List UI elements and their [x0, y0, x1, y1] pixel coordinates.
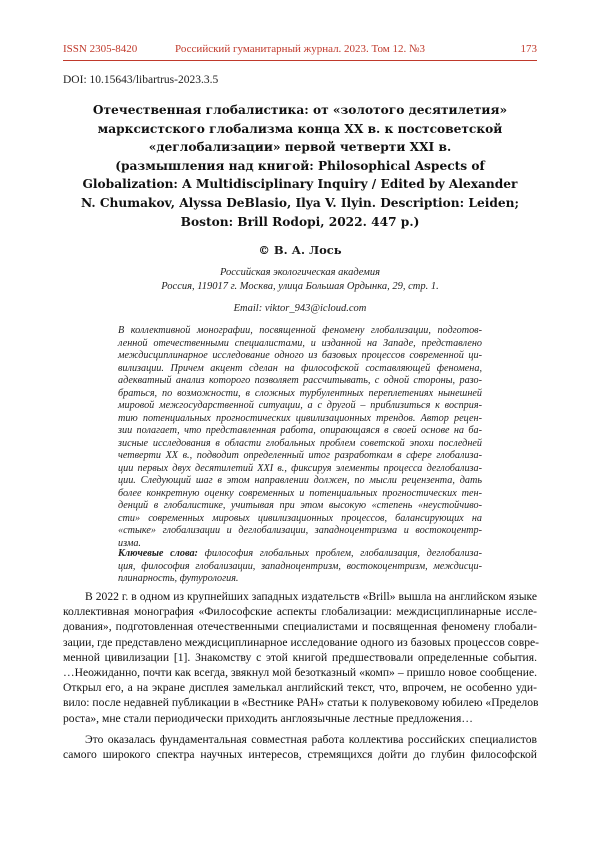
abstract-line: ции первых двух десятилетий XXI в., фиксируя элементы процесса деглобализа- — [118, 462, 482, 474]
abstract-line: тию потенциальных прогностических цивилизационных трендов. Автор рецен- — [118, 412, 482, 424]
abstract-line: ции. Следующий шаг в этом направлении должен, по мысли рецензента, дать — [118, 475, 482, 486]
header-rule — [63, 60, 537, 61]
body-line: самого широкого спектра научных интересов, стремящихся дойти до глубин философской — [63, 748, 537, 762]
abstract-line: «стыке» глобализации и деглобализации, западноцентризма и востокоцентр- — [118, 525, 482, 536]
abstract-line: сти» современных мировых цивилизационных процессов, балансирующих на — [118, 512, 482, 524]
author: © В. А. Лось — [258, 243, 342, 257]
body-text — [63, 589, 540, 762]
affiliation-line: Российская экологическая академия — [219, 267, 381, 278]
abstract — [118, 325, 482, 550]
keywords-line: плинарность, футурология. — [118, 573, 239, 584]
keywords-text: философия глобальных проблем, глобализация, деглобализа- — [204, 548, 482, 559]
abstract-line: более конкретную оценку современных и потенциальных прогностических тен- — [118, 487, 482, 499]
keywords-line: ция, философия глобализации, западноцентризм, востокоцентризм, междисци- — [118, 560, 482, 572]
body-line: зации, где представлено междисциплинарное исследование одного из базовых процессов совре- — [63, 635, 540, 649]
abstract-line: зии полагает, что представленная работа, опирающаяся в своей основе на ба- — [118, 425, 482, 436]
title-line: N. Chumakov, Alyssa DeBlasio, Ilya V. Ilyin. Description: Leiden; — [80, 195, 519, 210]
abstract-line: междисциплинарное исследование одного из базовых процессов современной ци- — [118, 350, 482, 361]
body-line: вило: после недавней публикации в «Вестнике РАН» статьи к полувековому юбилею «Пределов — [63, 696, 539, 710]
keywords-label: Ключевые слова: — [118, 548, 198, 559]
abstract-line: денций в глобалистике, учитывая при этом высокую «степень «неустойчиво- — [118, 500, 482, 511]
body-line: менной цивилизации [1]. Знакомству с этой книгой предшествовали определенные события. — [63, 650, 537, 664]
body-line: коллективная монография «Философские аспекты глобализации: междисциплинарные иссле- — [63, 605, 537, 619]
abstract-line: ленной отечественными специалистами, и изданной на Западе, представлено — [118, 337, 482, 349]
abstract-line: В коллективной монографии, посвященной феномену глобализации, подготов- — [118, 325, 482, 336]
author-email: Email: viktor_943@icloud.com — [233, 303, 367, 314]
body-line: дования», подготовленная отечественными специалистами и посвященная феномену глобали- — [63, 620, 537, 634]
body-line: роста», мне стали периодически приходить англоязычные лестные предложения… — [63, 711, 473, 725]
page-number: 173 — [520, 43, 537, 55]
body-line: Это оказалась фундаментальная совместная работа коллектива российских специалистов — [85, 732, 537, 746]
body-line: Открыл его, а на экране дисплея замелькал английский текст, что, впрочем, не особенно уди- — [63, 681, 537, 695]
abstract-line: браться, по возможности, в сложных турбулентных переплетениях нынешней — [118, 387, 482, 399]
body-line: …Неожиданно, почти как всегда, звякнул мой безотказный «комп» – пришло новое сообщение. — [63, 666, 537, 680]
abstract-line: изма. — [118, 537, 141, 549]
abstract-line: зисные исследования в области глобальных проблем советской эпохи последней — [118, 437, 482, 449]
keywords — [118, 548, 482, 586]
issn-label: ISSN 2305-8420 — [63, 43, 138, 55]
title-line: Globalization: A Multidisciplinary Inquiry / Edited by Alexander — [82, 177, 518, 192]
abstract-line: четверти XX в., подводит определенный итог разработкам в сфере глобализа- — [118, 450, 482, 461]
running-header — [63, 43, 537, 61]
abstract-line: вилизации. Причем акцент сделан на философской составляющей феномена, — [118, 362, 482, 374]
body-line: В 2022 г. в одном из крупнейших западных издательств «Brill» вышла на английском языке — [85, 590, 537, 603]
affiliation — [63, 266, 537, 294]
title-line: марксистского глобализма конца XX в. к постсоветской — [97, 121, 503, 136]
article-title — [63, 101, 537, 231]
title-line: Отечественная глобалистика: от «золотого десятилетия» — [92, 103, 508, 117]
title-line: Boston: Brill Rodopi, 2022. 447 p.) — [180, 214, 420, 229]
abstract-line: мировой межгосударственной ситуации, а с другой – приблизиться к восприя- — [118, 400, 482, 411]
doi: DOI: 10.15643/libartrus-2023.3.5 — [63, 74, 219, 86]
affiliation-line: Россия, 119017 г. Москва, улица Большая Ордынка, 29, стр. 1. — [161, 281, 439, 292]
abstract-line: адекватный анализ которого позволяет рассчитывать, с одной стороны, разо- — [118, 375, 482, 386]
keywords-line — [118, 548, 482, 561]
title-line: (размышления над книгой: Philosophical Aspects of — [115, 158, 485, 173]
title-line: «деглобализации» первой четверти XXI в. — [148, 140, 452, 155]
journal-title: Российский гуманитарный журнал. 2023. Том 12. №3 — [175, 43, 425, 55]
